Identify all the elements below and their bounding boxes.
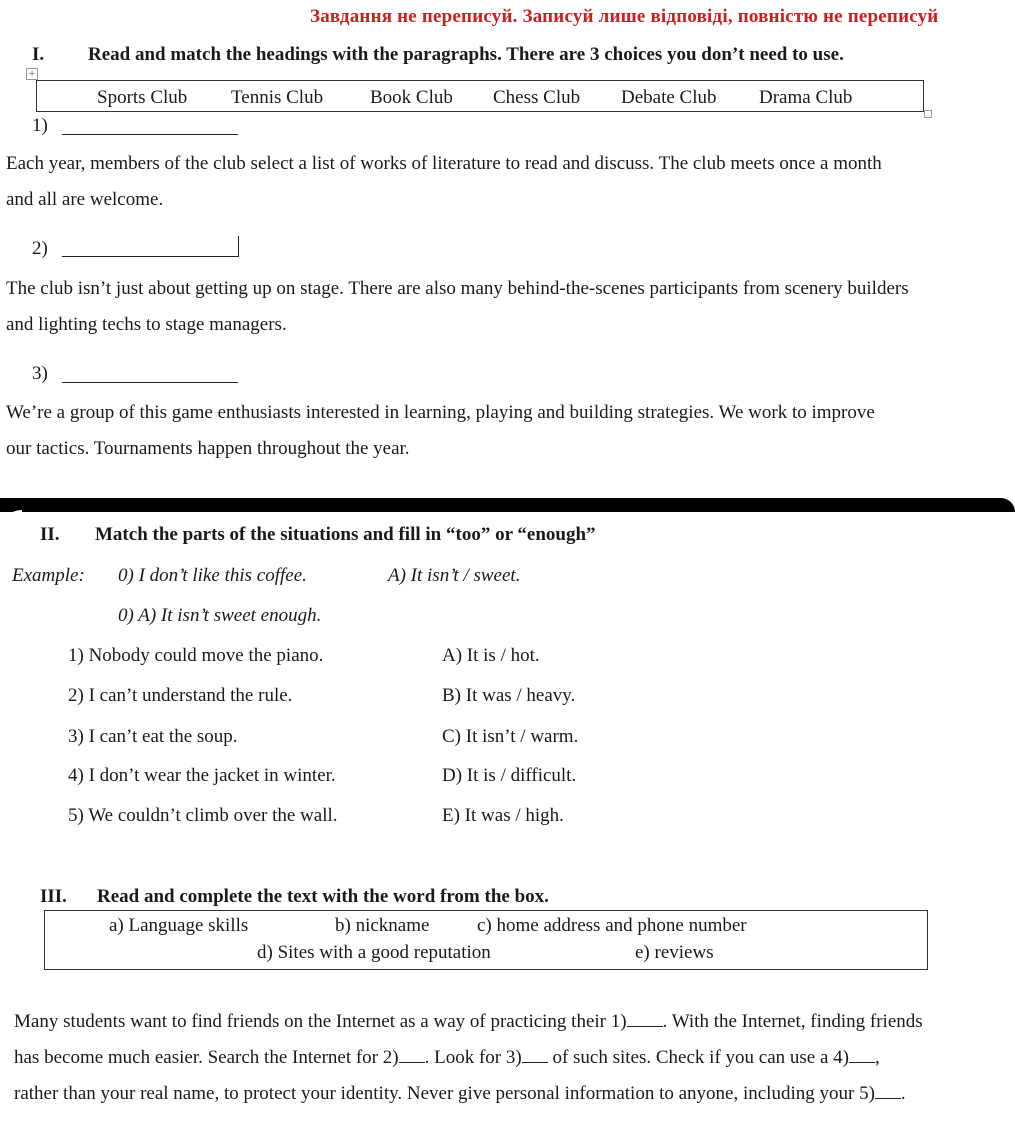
clubs-box	[36, 80, 924, 112]
situation-right: E) It was / high.	[442, 805, 564, 826]
text-segment: .	[900, 1083, 906, 1104]
text-segment: . With the Internet, finding friends	[662, 1011, 923, 1032]
text-line	[14, 1040, 1010, 1076]
paragraph-line: our tactics. Tournaments happen throughout the year.	[6, 438, 410, 459]
gap-5-blank[interactable]	[875, 1082, 901, 1099]
task1-number: I.	[32, 44, 45, 65]
task3-instruction: Read and complete the text with the word from the box.	[97, 886, 549, 907]
paragraph-1	[6, 146, 996, 218]
gap-4-blank[interactable]	[849, 1046, 875, 1063]
situation-left: 1) Nobody could move the piano.	[68, 645, 324, 666]
table-resize-handle-icon[interactable]	[924, 110, 932, 118]
word-option: d) Sites with a good reputation	[257, 942, 491, 963]
situation-left: 3) I can’t eat the soup.	[68, 726, 238, 747]
page-title: Завдання не переписуй. Записуй лише відповіді, повністю не переписуй	[310, 6, 939, 27]
club-option: Debate Club	[621, 87, 717, 108]
situation-left: 2) I can’t understand the rule.	[68, 685, 293, 706]
paragraph-line: The club isn’t just about getting up on stage. There are also many behind-the-scenes participants from scenery builders	[6, 278, 909, 299]
club-option: Book Club	[370, 87, 453, 108]
word-option: c) home address and phone number	[477, 915, 747, 936]
example-label: Example:	[12, 565, 85, 586]
example-answer: 0) A) It isn’t sweet enough.	[118, 605, 322, 626]
paragraph-line: and lighting techs to stage managers.	[6, 314, 287, 335]
gap-1-blank[interactable]	[627, 1010, 663, 1027]
answer-blank[interactable]	[62, 236, 239, 257]
task2-instruction: Match the parts of the situations and fill in “too” or “enough”	[95, 524, 596, 545]
example-left: 0) I don’t like this coffee.	[118, 565, 307, 586]
text-segment: has become much easier. Search the Internet for 2)	[14, 1047, 399, 1068]
gap-2-blank[interactable]	[399, 1046, 425, 1063]
text-segment: Many students want to find friends on the Internet as a way of practicing their 1)	[14, 1011, 627, 1032]
gap-3-blank[interactable]	[522, 1046, 548, 1063]
club-option: Drama Club	[759, 87, 853, 108]
task3-number: III.	[40, 886, 67, 907]
club-option: Chess Club	[493, 87, 581, 108]
club-option: Tennis Club	[231, 87, 324, 108]
paragraph-line: Each year, members of the club select a list of works of literature to read and discuss. The club meets once a month	[6, 153, 882, 174]
situation-left: 5) We couldn’t climb over the wall.	[68, 805, 338, 826]
text-segment: ,	[874, 1047, 880, 1068]
paragraph-line: and all are welcome.	[6, 189, 164, 210]
word-option: b) nickname	[335, 915, 430, 936]
completion-text	[14, 1004, 1010, 1112]
situation-right: D) It is / difficult.	[442, 765, 577, 786]
divider-corner	[0, 510, 22, 532]
word-option: a) Language skills	[109, 915, 249, 936]
situation-right: A) It is / hot.	[442, 645, 540, 666]
text-segment: . Look for 3)	[424, 1047, 522, 1068]
answer-label: 1)	[32, 115, 48, 136]
text-segment: rather than your real name, to protect your identity. Never give personal information to anyone, including your 5)	[14, 1083, 875, 1104]
situation-left: 4) I don’t wear the jacket in winter.	[68, 765, 336, 786]
task1-instruction: Read and match the headings with the paragraphs. There are 3 choices you don’t need to use.	[88, 44, 844, 65]
word-option: e) reviews	[635, 942, 714, 963]
club-option: Sports Club	[97, 87, 188, 108]
answer-label: 3)	[32, 363, 48, 384]
table-move-handle-icon[interactable]: +	[26, 68, 38, 80]
text-line	[14, 1004, 1010, 1040]
task2-number: II.	[40, 524, 60, 545]
word-box	[44, 910, 928, 970]
section-divider	[0, 498, 1015, 512]
text-line	[14, 1076, 1010, 1112]
situation-right: B) It was / heavy.	[442, 685, 576, 706]
answer-label: 2)	[32, 238, 48, 259]
situation-right: C) It isn’t / warm.	[442, 726, 579, 747]
text-segment: of such sites. Check if you can use a 4)	[552, 1047, 849, 1068]
paragraph-3	[6, 395, 996, 467]
example-right: A) It isn’t / sweet.	[388, 565, 521, 586]
answer-blank[interactable]	[62, 366, 238, 383]
answer-blank[interactable]	[62, 118, 238, 135]
paragraph-line: We’re a group of this game enthusiasts interested in learning, playing and building strategies. We work to improve	[6, 402, 875, 423]
paragraph-2	[6, 271, 996, 343]
